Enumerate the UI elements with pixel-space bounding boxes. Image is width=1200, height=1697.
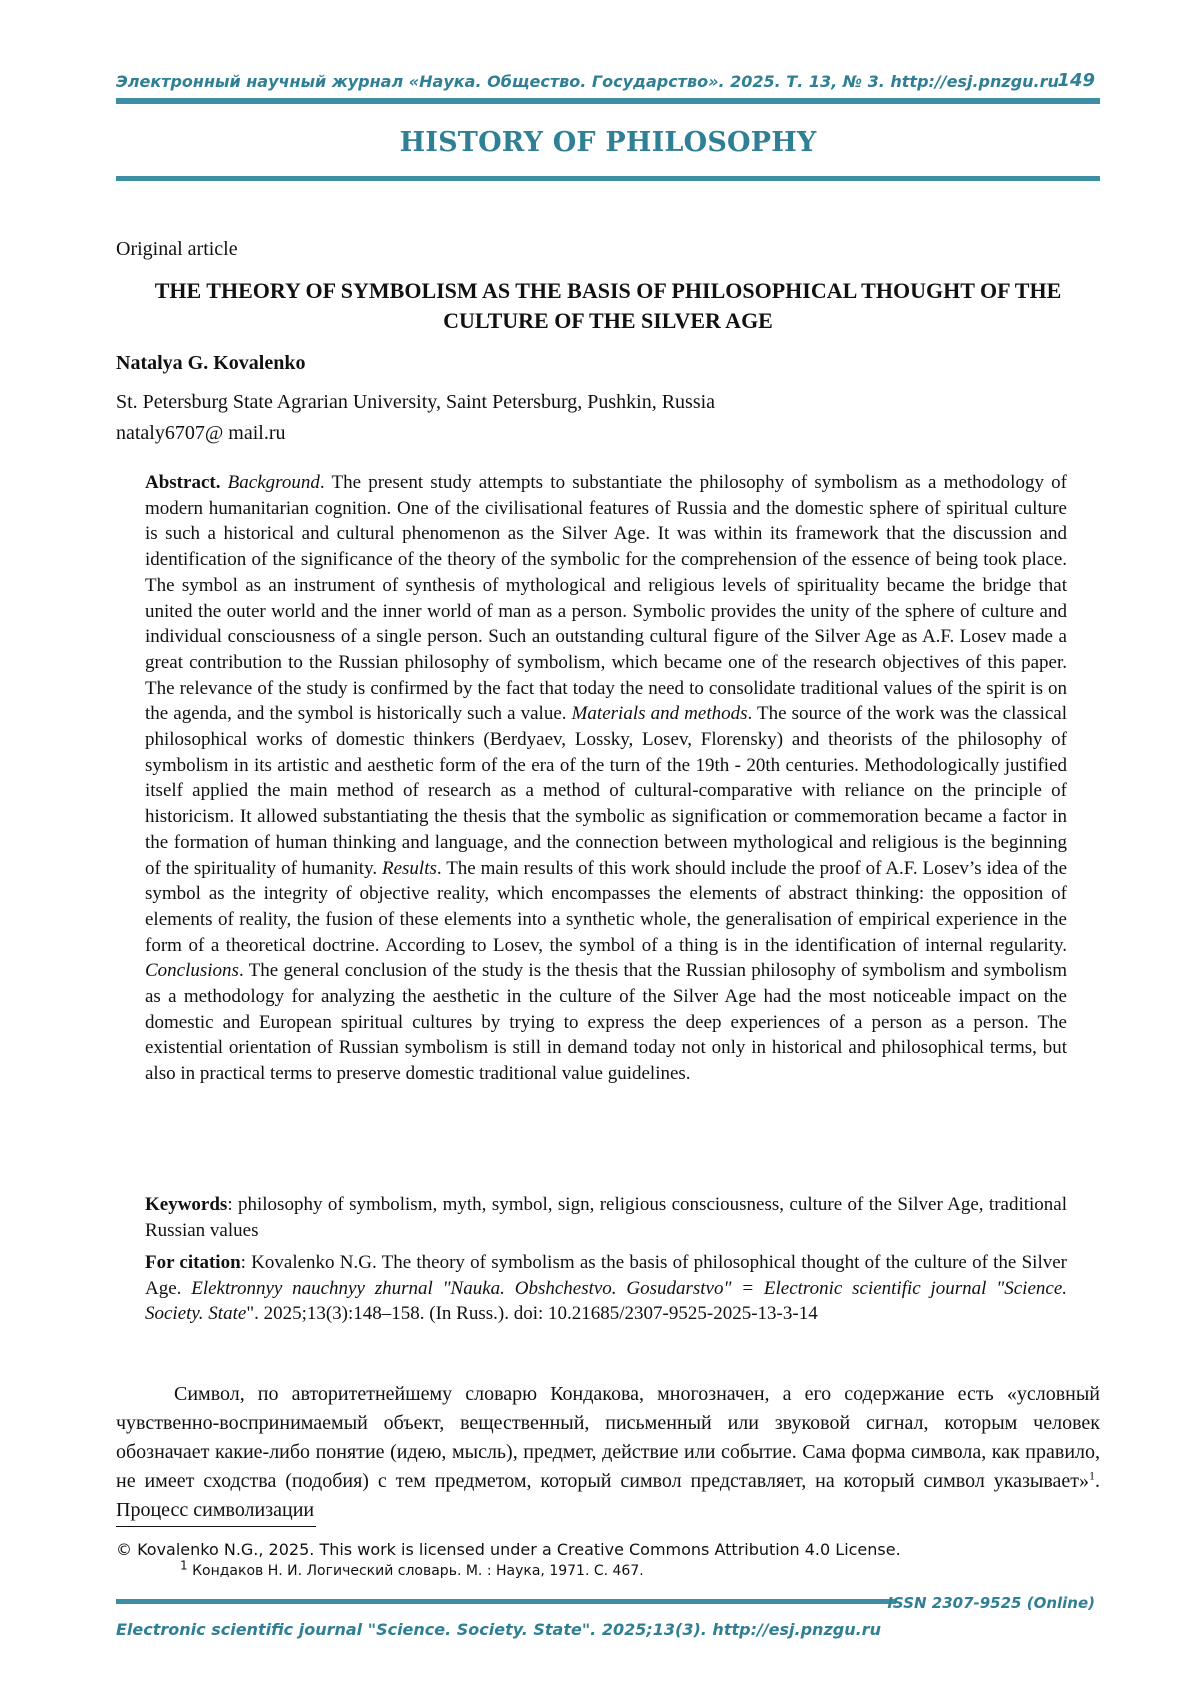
- main-paragraph-end: . Процесс символизации: [116, 1470, 1100, 1521]
- author-email: nataly6707@ mail.ru: [116, 422, 286, 444]
- issn: ISSN 2307-9525 (Online): [887, 1594, 1095, 1612]
- abstract-conclusions-text: . The general conclusion of the study is the thesis that the Russian philosophy of symbolism and symbolism as a methodology for analyzing the aesthetic in the culture of the Silver Age had the most noticeable impact on the domestic and European spiritual cultures by trying to express the deep experiences of a person as a person. The existential orientation of Russian symbolism is still in demand today not only in historical and philosophical terms, but also in practical terms to preserve domestic traditional value guidelines.: [145, 960, 1067, 1085]
- abstract-conclusions-label: Conclusions: [145, 960, 239, 982]
- running-head: Электронный научный журнал «Наука. Общество. Государство». 2025. Т. 13, № 3. http://esj.pnzgu.ru: [116, 72, 1059, 91]
- citation-text-2: ". 2025;13(3):148–158. (In Russ.). doi: 10.21685/2307-9525-2025-13-3-14: [246, 1303, 818, 1325]
- section-rule: [116, 176, 1100, 181]
- footer-journal: Electronic scientific journal "Science. Society. State". 2025;13(3). http://esj.pnzgu.ru: [116, 1620, 881, 1639]
- main-paragraph-start: Символ, по авторитетнейшему словарю Кондакова, многозначен, а его содержание есть «условный чувственно-воспринимаемый объект, вещественный, письменный или звуковой сигнал, которым человек обозначает какие-либо понятие (идею, мысль), предмет, действие или событие. Сама форма символа, как правило, не имеет сходства (подобия) с тем предметом, который символ представляет, на который символ указывает»: [116, 1383, 1100, 1492]
- header-rule: [116, 98, 1100, 104]
- abstract: [145, 470, 1067, 1087]
- main-paragraph: [116, 1380, 1100, 1525]
- citation-label: For citation: [145, 1252, 241, 1273]
- article-title: THE THEORY OF SYMBOLISM AS THE BASIS OF PHILOSOPHICAL THOUGHT OF THE CULTURE OF THE SILVER AGE: [154, 278, 1062, 333]
- footnote: [180, 1558, 644, 1579]
- citation-text-1: : Kovalenko N.G. The theory of symbolism as the basis of philosophical thought of the culture of the Silver Age.: [145, 1252, 1067, 1299]
- footnote-text: Кондаков Н. И. Логический словарь. М. : Наука, 1971. С. 467.: [187, 1563, 644, 1579]
- abstract-background-label: Background: [227, 472, 320, 493]
- keywords-label: Keywords: [145, 1194, 228, 1215]
- abstract-label: Abstract.: [145, 472, 221, 493]
- page-number: 149: [1057, 70, 1095, 91]
- footnote-ref[interactable]: 1: [1089, 1468, 1095, 1483]
- abstract-methods-label: Materials and methods: [571, 703, 748, 725]
- abstract-background-text: . The present study attempts to substantiate the philosophy of symbolism as a methodology of modern humanitarian cognition. One of the civilisational features of Russia and the domestic sphere of spiritual culture is such a historical and cultural phenomenon as the Silver Age. It was within its framework that the discussion and identification of the significance of the theory of the symbolic for the comprehension of the essence of being took place. The symbol as an instrument of synthesis of mythological and religious levels of spirituality became the bridge that united the outer world and the inner world of man as a person. Symbolic provides the unity of the sphere of culture and individual consciousness of a single person. Such an outstanding cultural figure of the Silver Age as A.F. Losev made a great contribution to the Russian philosophy of symbolism, which became one of the research objectives of this paper. The relevance of the study is confirmed by the fact that today the need to consolidate traditional values of the spirit is on the agenda, and the symbol is historically such a value.: [145, 472, 1067, 725]
- abstract-results-text: . The main results of this work should include the proof of A.F. Losev’s idea of the symbol as the integrity of objective reality, which encompasses the elements of abstract thinking: the opposition of elements of reality, the fusion of these elements into a synthetic whole, the generalisation of empirical experience in the form of a theoretical doctrine. According to Losev, the symbol of a thing is in the identification of internal regularity.: [145, 857, 1067, 956]
- article-type: Original article: [116, 238, 238, 260]
- copyright-note: © Kovalenko N.G., 2025. This work is licensed under a Creative Commons Attribution 4.0 License.: [116, 1540, 901, 1559]
- footer-rule: [116, 1599, 896, 1604]
- abstract-methods-text: . The source of the work was the classical philosophical works of domestic thinkers (Berdyaev, Lossky, Losev, Florensky) and theorists of the philosophy of symbolism in its artistic and aesthetic form of the era of the turn of the 19th - 20th centuries. Methodologically justified itself applied the main method of research as a method of cultural-comparative with reliance on the principle of historicism. It allowed substantiating the thesis that the symbolic as signification or commemoration became a factor in the formation of human thinking and language, and the connection between mythological and religious is the beginning of the spirituality of humanity.: [145, 703, 1067, 879]
- abstract-results-label: Results: [382, 857, 437, 879]
- citation-journal: Elektronnyy nauchnyy zhurnal "Nauka. Obshchestvo. Gosudarstvo" = Electronic scientific journal "Science. Society. State: [145, 1277, 1068, 1325]
- footnote-rule: [116, 1526, 316, 1527]
- footnote-mark: 1: [180, 1558, 188, 1573]
- keywords: [145, 1192, 1067, 1243]
- affiliation: St. Petersburg State Agrarian University, Saint Petersburg, Pushkin, Russia: [116, 391, 716, 413]
- citation: [145, 1250, 1067, 1327]
- section-title: HISTORY OF PHILOSOPHY: [399, 127, 817, 158]
- author-name: Natalya G. Kovalenko: [116, 352, 306, 374]
- keywords-text: : philosophy of symbolism, myth, symbol, sign, religious consciousness, culture of the Silver Age, traditional Russian values: [145, 1194, 1067, 1241]
